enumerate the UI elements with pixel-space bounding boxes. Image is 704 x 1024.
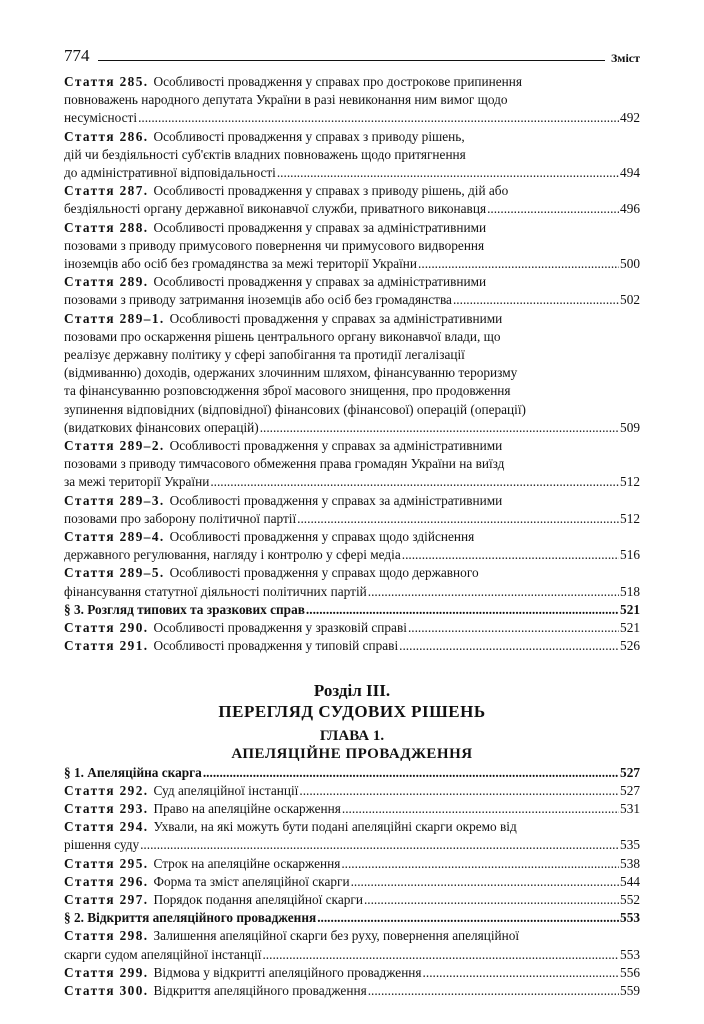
toc-page-number: 500	[620, 256, 640, 272]
dot-leader	[399, 637, 619, 655]
toc-page-number: 559	[620, 982, 640, 998]
toc-page-number: 531	[620, 800, 640, 816]
toc-entry-text: Особливості провадження у справах за адміністративними	[153, 274, 487, 290]
dot-leader	[138, 109, 619, 127]
toc-entry	[64, 964, 640, 982]
toc-entry-text: позовами про оскарження рішень центрального органу виконавчої влади, що	[64, 328, 501, 344]
dot-leader	[203, 764, 619, 782]
toc-entry	[64, 818, 640, 854]
toc-entry-label: Стаття 289–3.	[64, 492, 165, 508]
toc-page-number: 512	[620, 474, 640, 490]
toc-entry	[64, 982, 640, 1000]
toc-entry-label: § 3. Розгляд типових та зразкових справ	[64, 601, 305, 617]
dot-leader	[140, 836, 619, 854]
toc-entry	[64, 564, 640, 600]
toc-entry-line	[64, 255, 640, 273]
toc-entry-label: Стаття 287.	[64, 183, 149, 199]
toc-entry-line	[64, 291, 640, 309]
toc-entry	[64, 273, 640, 309]
toc-entry-line	[64, 927, 640, 945]
toc-entry-line	[64, 510, 640, 528]
dot-leader	[408, 619, 619, 637]
toc-entry-line	[64, 310, 640, 328]
toc-entry-text: до адміністративної відповідальності	[64, 165, 276, 181]
toc-entry-label: Стаття 298.	[64, 928, 149, 944]
toc-entry-line	[64, 873, 640, 891]
toc-entry-label: Стаття 289–4.	[64, 529, 165, 545]
toc-page-number: 535	[620, 837, 640, 853]
toc-entry-text: Особливості провадження у типовій справі	[153, 638, 399, 654]
toc-entry-text: за межі території України	[64, 474, 210, 490]
toc-entry-line	[64, 164, 640, 182]
toc-list-part1	[64, 73, 640, 656]
toc-entry-text: Особливості провадження у справах за адміністративними	[169, 310, 503, 326]
toc-entry-text: Залишення апеляційної скарги без руху, повернення апеляційної	[153, 928, 520, 944]
toc-entry-text: іноземців або осіб без громадянства за межі території України	[64, 256, 418, 272]
toc-page-number: 553	[620, 910, 640, 926]
toc-entry-line	[64, 128, 640, 146]
toc-entry	[64, 873, 640, 891]
toc-entry-line	[64, 237, 640, 255]
toc-entry-line	[64, 528, 640, 546]
toc-page-number: 553	[620, 946, 640, 962]
toc-entry	[64, 219, 640, 274]
toc-entry-line	[64, 401, 640, 419]
toc-entry-text: позовами з приводу тимчасового обмеження права громадян України на виїзд	[64, 456, 505, 472]
toc-entry-line	[64, 492, 640, 510]
toc-page-number: 521	[620, 620, 640, 636]
toc-entry-text: Особливості провадження у зразковій справі	[153, 620, 407, 636]
toc-entry	[64, 637, 640, 655]
toc-entry-text: рішення суду	[64, 837, 140, 853]
toc-entry-text: фінансування статутної діяльності політичних партій	[64, 583, 367, 599]
dot-leader	[402, 546, 619, 564]
toc-entry	[64, 528, 640, 564]
toc-section-entry	[64, 764, 640, 782]
toc-entry-line	[64, 109, 640, 127]
toc-page-number: 526	[620, 638, 640, 654]
toc-entry	[64, 782, 640, 800]
toc-entry-line	[64, 982, 640, 1000]
toc-entry-text: Особливості провадження у справах щодо здійснення	[169, 529, 475, 545]
toc-section-entry	[64, 909, 640, 927]
dot-leader	[418, 255, 619, 273]
toc-entry-line	[64, 346, 640, 364]
toc-entry	[64, 927, 640, 963]
toc-entry-line	[64, 364, 640, 382]
toc-entry-text: позовами з приводу затримання іноземців або осіб без громадянства	[64, 292, 452, 308]
toc-entry-label: Стаття 295.	[64, 855, 149, 871]
toc-page-number: 544	[620, 873, 640, 889]
toc-entry-text: Суд апеляційної інстанції	[153, 782, 299, 798]
dot-leader	[306, 601, 619, 619]
page-header	[64, 44, 640, 64]
toc-entry-text: зупинення відповідних (відповідної) фінансових (фінансової) операцій (операції)	[64, 401, 526, 417]
toc-page-number: 552	[620, 891, 640, 907]
toc-entry-text: Строк на апеляційне оскарження	[153, 855, 341, 871]
toc-page-number: 496	[620, 201, 640, 217]
dot-leader	[262, 946, 619, 964]
toc-entry-line	[64, 437, 640, 455]
toc-entry-text: (видаткових фінансових операцій)	[64, 419, 259, 435]
toc-entry-label: Стаття 291.	[64, 638, 149, 654]
toc-entry-text: бездіяльності органу державної виконавчої служби, приватного виконавця	[64, 201, 487, 217]
toc-entry-text: Особливості провадження у справах з приводу рішень, дій або	[153, 183, 509, 199]
toc-entry-text: Відкриття апеляційного провадження	[153, 982, 367, 998]
toc-entry-text: позовами про заборону політичної партії	[64, 510, 297, 526]
toc-entry-text: Особливості провадження у справах за адміністративними	[153, 219, 487, 235]
toc-entry	[64, 437, 640, 492]
chapter-heading	[64, 728, 640, 763]
toc-entry-line	[64, 619, 640, 637]
toc-entry-text: скарги судом апеляційної інстанції	[64, 946, 262, 962]
toc-page-number: 516	[620, 547, 640, 563]
toc-entry-text: Форма та зміст апеляційної скарги	[153, 873, 350, 889]
toc-entry-label: Стаття 292.	[64, 782, 149, 798]
toc-entry-label: Стаття 293.	[64, 800, 149, 816]
toc-entry-label: Стаття 288.	[64, 219, 149, 235]
toc-entry-label: Стаття 289–1.	[64, 310, 165, 326]
toc-entry-line	[64, 73, 640, 91]
toc-entry-text: реалізує державну політику у сфері запобігання та протидії легалізації	[64, 347, 465, 363]
toc-entry	[64, 800, 640, 818]
toc-entry-line	[64, 200, 640, 218]
dot-leader	[342, 800, 619, 818]
toc-entry-text: Особливості провадження у справах за адміністративними	[169, 438, 503, 454]
toc-entry-line	[64, 782, 640, 800]
table-of-contents	[64, 73, 640, 1000]
dot-leader	[297, 510, 619, 528]
header-rule	[98, 60, 605, 61]
dot-leader	[364, 891, 619, 909]
toc-entry-label: Стаття 297.	[64, 891, 149, 907]
toc-page-number: 527	[620, 782, 640, 798]
toc-entry-label: Стаття 285.	[64, 74, 149, 89]
toc-entry-line	[64, 818, 640, 836]
toc-page-number: 492	[620, 110, 640, 126]
toc-entry-text: державного регулювання, нагляду і контролю у сфері медіа	[64, 547, 401, 563]
toc-entry-line	[64, 419, 640, 437]
toc-entry-line	[64, 800, 640, 818]
dot-leader	[453, 291, 619, 309]
toc-list-part2	[64, 764, 640, 1001]
dot-leader	[210, 473, 619, 491]
toc-entry-text: Особливості провадження у справах за адміністративними	[169, 492, 503, 508]
dot-leader	[423, 964, 620, 982]
dot-leader	[260, 419, 619, 437]
toc-entry-line	[64, 601, 640, 619]
division-heading	[64, 681, 640, 722]
toc-entry-line	[64, 964, 640, 982]
toc-entry-line	[64, 764, 640, 782]
toc-entry-text: Особливості провадження у справах з приводу рішень,	[153, 128, 465, 144]
toc-entry-label: § 2. Відкриття апеляційного провадження	[64, 910, 317, 926]
toc-entry-label: Стаття 299.	[64, 964, 149, 980]
toc-page-number: 512	[620, 510, 640, 526]
dot-leader	[317, 909, 619, 927]
toc-entry-text: Ухвали, на які можуть бути подані апеляційні скарги окремо від	[153, 819, 517, 835]
toc-entry-line	[64, 891, 640, 909]
toc-entry-label: Стаття 289–2.	[64, 438, 165, 454]
dot-leader	[487, 200, 619, 218]
toc-entry-label: § 1. Апеляційна скарга	[64, 764, 202, 780]
toc-section-entry	[64, 601, 640, 619]
toc-entry-label: Стаття 294.	[64, 819, 149, 835]
toc-entry	[64, 891, 640, 909]
dot-leader	[299, 782, 619, 800]
chapter-title: ГЛАВА 1.	[319, 727, 385, 744]
toc-entry	[64, 128, 640, 183]
dot-leader	[368, 583, 619, 601]
chapter-subtitle: АПЕЛЯЦІЙНЕ ПРОВАДЖЕННЯ	[231, 745, 473, 762]
toc-page-number: 538	[620, 855, 640, 871]
toc-entry-line	[64, 382, 640, 400]
toc-entry-text: та фінансуванню розповсюдження зброї масового знищення, про продовження	[64, 383, 511, 399]
toc-entry-text: повноважень народного депутата України в разі невиконання ним вимог щодо	[64, 92, 508, 108]
toc-entry-line	[64, 146, 640, 164]
toc-entry-line	[64, 909, 640, 927]
toc-entry-line	[64, 219, 640, 237]
toc-entry	[64, 619, 640, 637]
toc-page-number: 509	[620, 419, 640, 435]
toc-entry-line	[64, 273, 640, 291]
toc-entry-text: Особливості провадження у справах щодо державного	[169, 565, 479, 581]
toc-entry-line	[64, 91, 640, 109]
dot-leader	[277, 164, 619, 182]
toc-entry	[64, 855, 640, 873]
toc-entry-text: Відмова у відкритті апеляційного провадження	[153, 964, 422, 980]
page-number: 774	[64, 46, 90, 65]
toc-page-number: 494	[620, 165, 640, 181]
toc-entry-line	[64, 182, 640, 200]
toc-entry-text: дій чи бездіяльності суб'єктів владних повноважень щодо притягнення	[64, 146, 466, 162]
dot-leader	[341, 855, 619, 873]
division-subtitle: ПЕРЕГЛЯД СУДОВИХ РІШЕНЬ	[218, 701, 486, 721]
toc-page-number: 518	[620, 583, 640, 599]
toc-entry-line	[64, 455, 640, 473]
dot-leader	[368, 982, 619, 1000]
toc-entry-line	[64, 637, 640, 655]
toc-entry-text: (відмиванню) доходів, одержаних злочинним шляхом, фінансуванню тероризму	[64, 365, 518, 381]
running-title: Зміст	[610, 51, 640, 65]
toc-entry-label: Стаття 296.	[64, 873, 149, 889]
toc-entry-label: Стаття 289.	[64, 274, 149, 290]
toc-entry-label: Стаття 300.	[64, 982, 149, 998]
toc-entry-text: Особливості провадження у справах про дострокове припинення	[153, 74, 523, 89]
toc-entry-line	[64, 855, 640, 873]
toc-entry-line	[64, 836, 640, 854]
toc-entry-line	[64, 564, 640, 582]
toc-entry-line	[64, 546, 640, 564]
toc-entry-line	[64, 946, 640, 964]
toc-entry-text: Право на апеляційне оскарження	[153, 800, 341, 816]
toc-entry-label: Стаття 286.	[64, 128, 149, 144]
toc-entry-line	[64, 583, 640, 601]
toc-entry	[64, 492, 640, 528]
toc-page-number: 521	[620, 601, 640, 617]
toc-entry-text: позовами з приводу примусового повернення чи примусового видворення	[64, 237, 485, 253]
toc-entry-line	[64, 473, 640, 491]
division-title: Розділ III.	[313, 680, 391, 700]
toc-entry	[64, 310, 640, 437]
toc-entry-line	[64, 328, 640, 346]
toc-entry	[64, 73, 640, 128]
dot-leader	[351, 873, 619, 891]
toc-page-number: 556	[620, 964, 640, 980]
toc-entry-label: Стаття 289–5.	[64, 565, 165, 581]
toc-page-number: 502	[620, 292, 640, 308]
toc-entry-text: несумісності	[64, 110, 138, 126]
toc-entry-label: Стаття 290.	[64, 620, 149, 636]
toc-entry	[64, 182, 640, 218]
toc-page-number: 527	[620, 764, 640, 780]
toc-entry-text: Порядок подання апеляційної скарги	[153, 891, 363, 907]
